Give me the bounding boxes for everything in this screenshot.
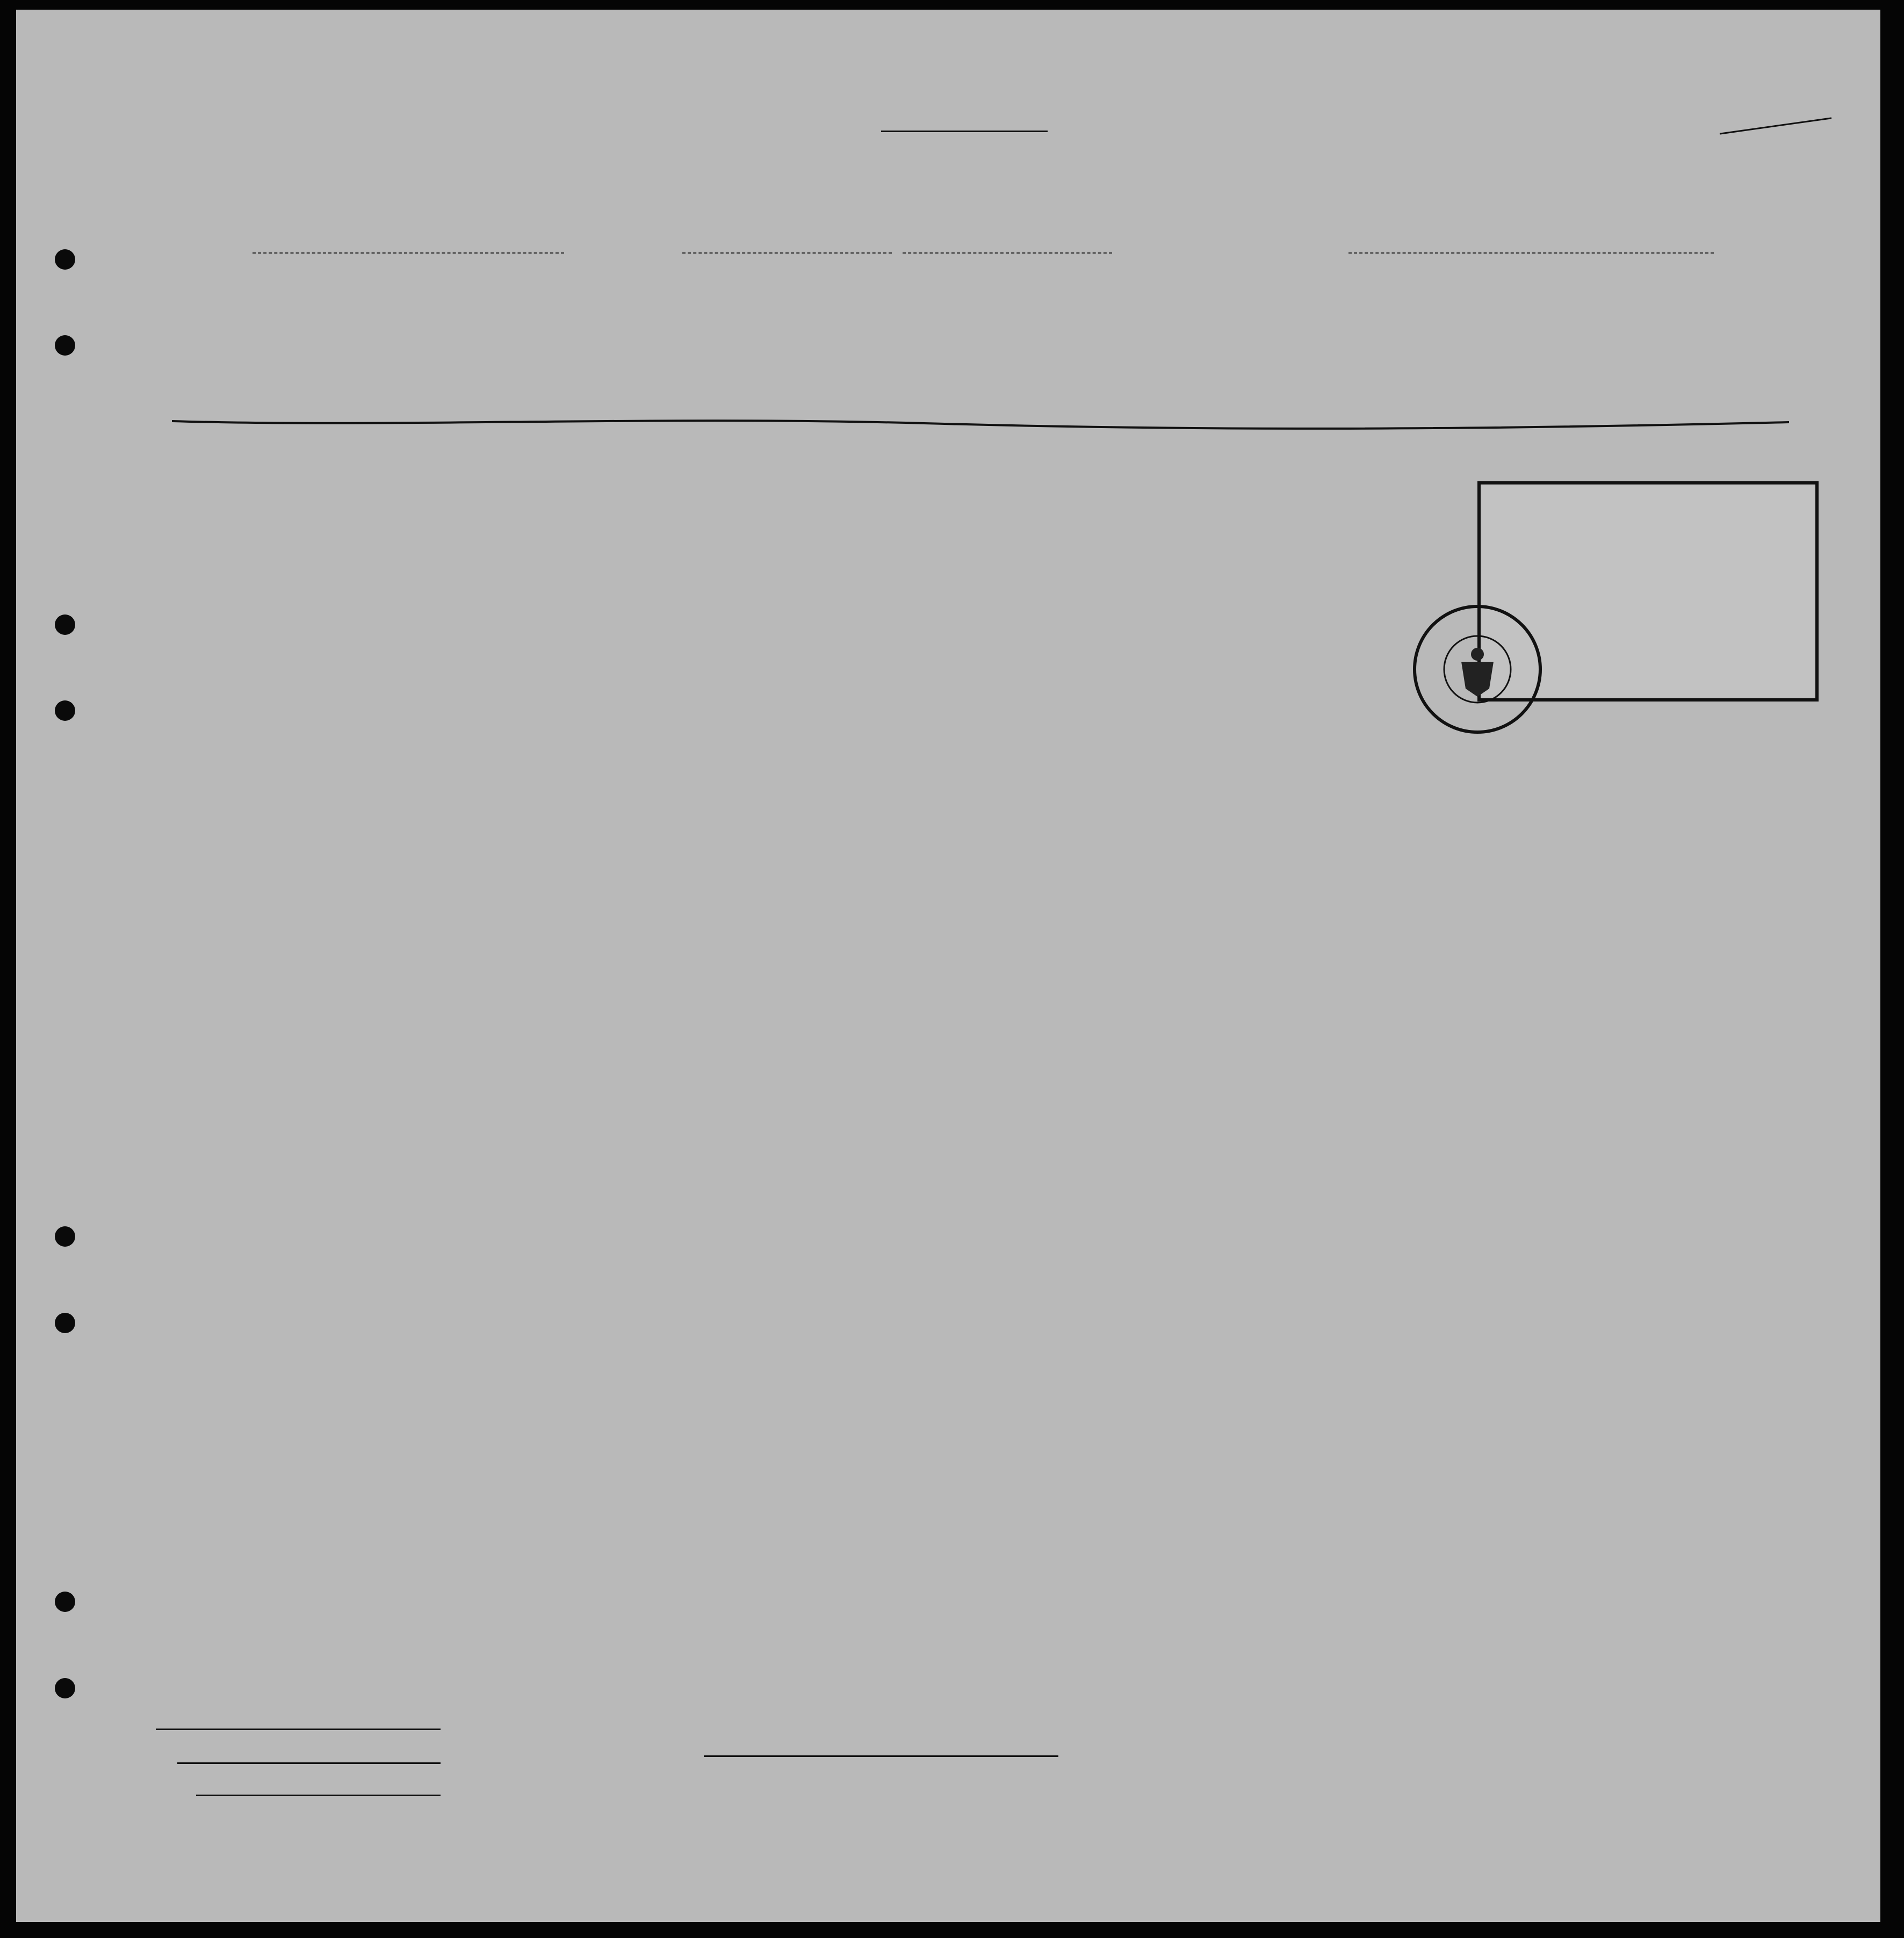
- footer-owners-rule: [177, 1762, 441, 1764]
- port-underline: [1348, 252, 1714, 254]
- binder-hole: [55, 249, 75, 270]
- binder-hole: [55, 700, 75, 721]
- footer-line-rule: [156, 1729, 441, 1730]
- binder-hole: [55, 335, 75, 356]
- footer-agents-rule: [196, 1795, 441, 1796]
- seal-ring-text: [1416, 608, 1539, 731]
- form-grid: [16, 10, 1880, 1922]
- manifest-page: [16, 10, 1880, 1922]
- title-rule: [881, 131, 1048, 132]
- inspector-signature-rule: [704, 1755, 1058, 1757]
- arrival-underline: [682, 252, 892, 254]
- vessel-underline: [253, 252, 564, 254]
- binder-hole: [55, 1592, 75, 1612]
- binder-hole: [55, 1226, 75, 1247]
- binder-hole: [55, 1678, 75, 1698]
- binder-hole: [55, 1313, 75, 1333]
- strike-through-line: [172, 406, 1789, 438]
- consulate-seal: [1413, 605, 1542, 734]
- date-underline: [903, 252, 1112, 254]
- binder-hole: [55, 614, 75, 635]
